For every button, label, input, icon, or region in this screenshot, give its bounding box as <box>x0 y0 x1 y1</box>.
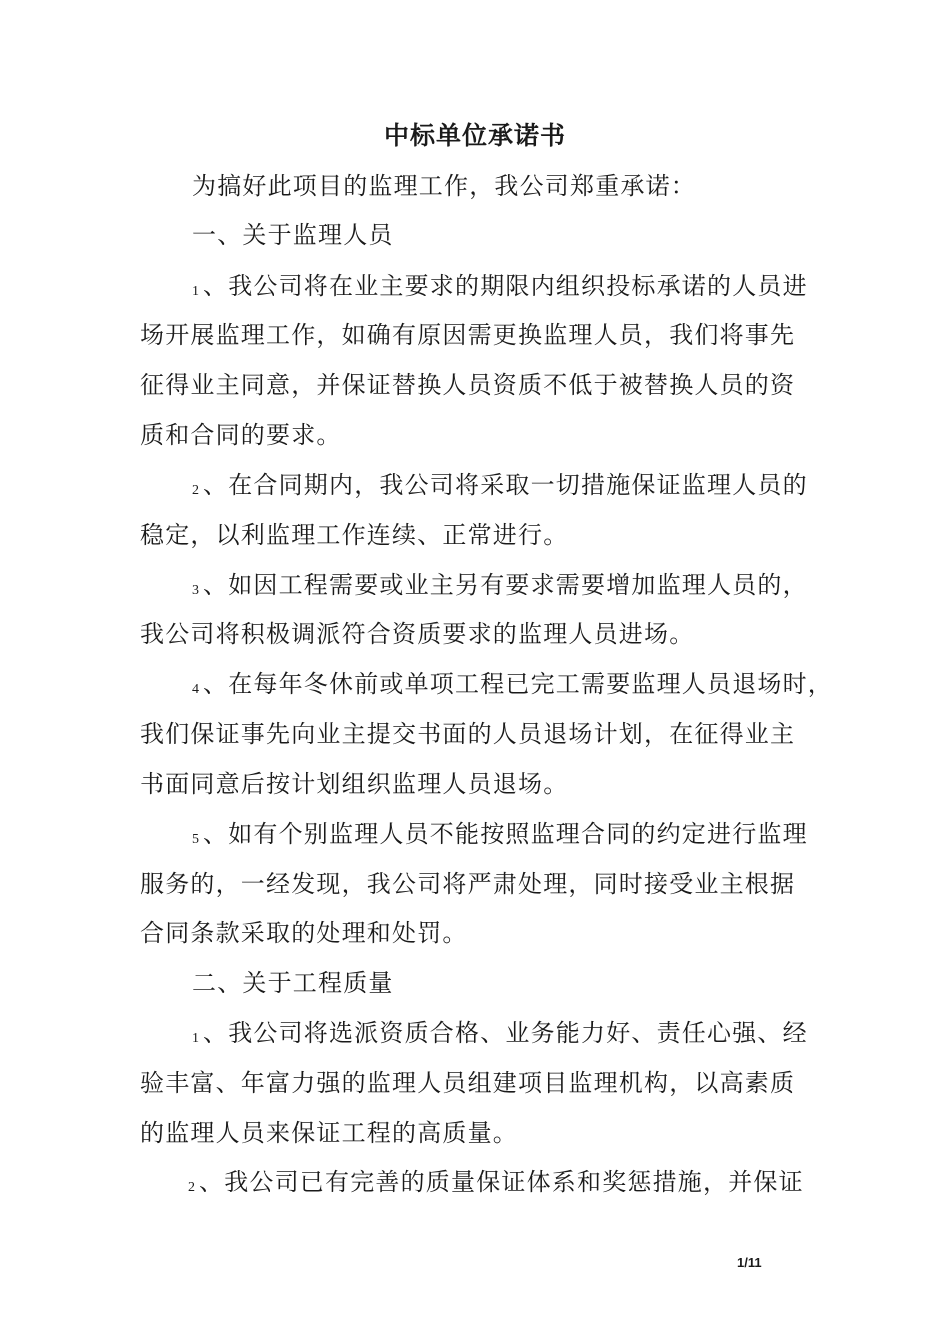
text-line: 稳定，以利监理工作连续、正常进行。 <box>140 521 569 549</box>
paragraph-line <box>140 719 795 749</box>
text-line: 、如有个别监理人员不能按照监理合同的约定进行监理 <box>203 820 808 848</box>
text-line: 、我公司将在业主要求的期限内组织投标承诺的人员进 <box>203 272 808 300</box>
text-line: 为搞好此项目的监理工作，我公司郑重承诺： <box>192 172 696 200</box>
item-number: 2 <box>192 483 199 498</box>
item-number: 4 <box>192 682 199 697</box>
text-line: 验丰富、年富力强的监理人员组建项目监理机构，以高素质 <box>140 1069 796 1097</box>
paragraph-line <box>140 370 795 400</box>
paragraph-line <box>192 271 808 306</box>
paragraph-line <box>192 470 808 505</box>
paragraph-line <box>140 1118 518 1148</box>
text-line: 质和合同的要求。 <box>140 421 342 449</box>
text-line: 合同条款采取的处理和处罚。 <box>140 919 468 947</box>
item-number: 1 <box>192 1031 199 1046</box>
page-number: 1/11 <box>737 1255 762 1270</box>
text-line: 书面同意后按计划组织监理人员退场。 <box>140 770 569 798</box>
text-line: 、我公司将选派资质合格、业务能力好、责任心强、经 <box>203 1019 808 1047</box>
text-line: 、在合同期内，我公司将采取一切措施保证监理人员的 <box>203 471 808 499</box>
text-line: 我们保证事先向业主提交书面的人员退场计划，在征得业主 <box>140 720 796 748</box>
paragraph-line <box>140 520 568 550</box>
text-line: 、我公司已有完善的质量保证体系和奖惩措施，并保证 <box>199 1168 804 1196</box>
paragraph-line <box>140 869 795 899</box>
item-number: 3 <box>192 583 199 598</box>
text-line: 一、关于监理人员 <box>192 221 394 249</box>
paragraph-line <box>140 769 568 799</box>
text-line: 的监理人员来保证工程的高质量。 <box>140 1119 518 1147</box>
section-heading-quality <box>192 968 394 998</box>
paragraph-line <box>140 918 468 948</box>
paragraph-line <box>192 819 808 854</box>
section-heading-personnel <box>192 220 394 250</box>
paragraph-line <box>192 1018 808 1053</box>
item-number: 1 <box>192 284 199 299</box>
text-line: 场开展监理工作，如确有原因需更换监理人员，我们将事先 <box>140 321 796 349</box>
text-line: 二、关于工程质量 <box>192 969 394 997</box>
intro-paragraph <box>192 171 696 201</box>
paragraph-line <box>188 1167 804 1202</box>
item-number: 5 <box>192 832 199 847</box>
text-line: 服务的，一经发现，我公司将严肃处理，同时接受业主根据 <box>140 870 796 898</box>
text-line: 、如因工程需要或业主另有要求需要增加监理人员的， <box>203 571 808 599</box>
text-line: 、在每年冬休前或单项工程已完工需要监理人员退场时， <box>203 670 833 698</box>
paragraph-line <box>140 320 795 350</box>
paragraph-line <box>140 1068 795 1098</box>
page-title: 中标单位承诺书 <box>383 121 566 150</box>
text-line: 我公司将积极调派符合资质要求的监理人员进场。 <box>140 620 695 648</box>
paragraph-line <box>140 420 342 450</box>
text-line: 征得业主同意，并保证替换人员资质不低于被替换人员的资 <box>140 371 796 399</box>
paragraph-line <box>192 669 833 704</box>
paragraph-line <box>192 570 808 605</box>
paragraph-line <box>140 619 694 649</box>
item-number: 2 <box>188 1180 195 1195</box>
